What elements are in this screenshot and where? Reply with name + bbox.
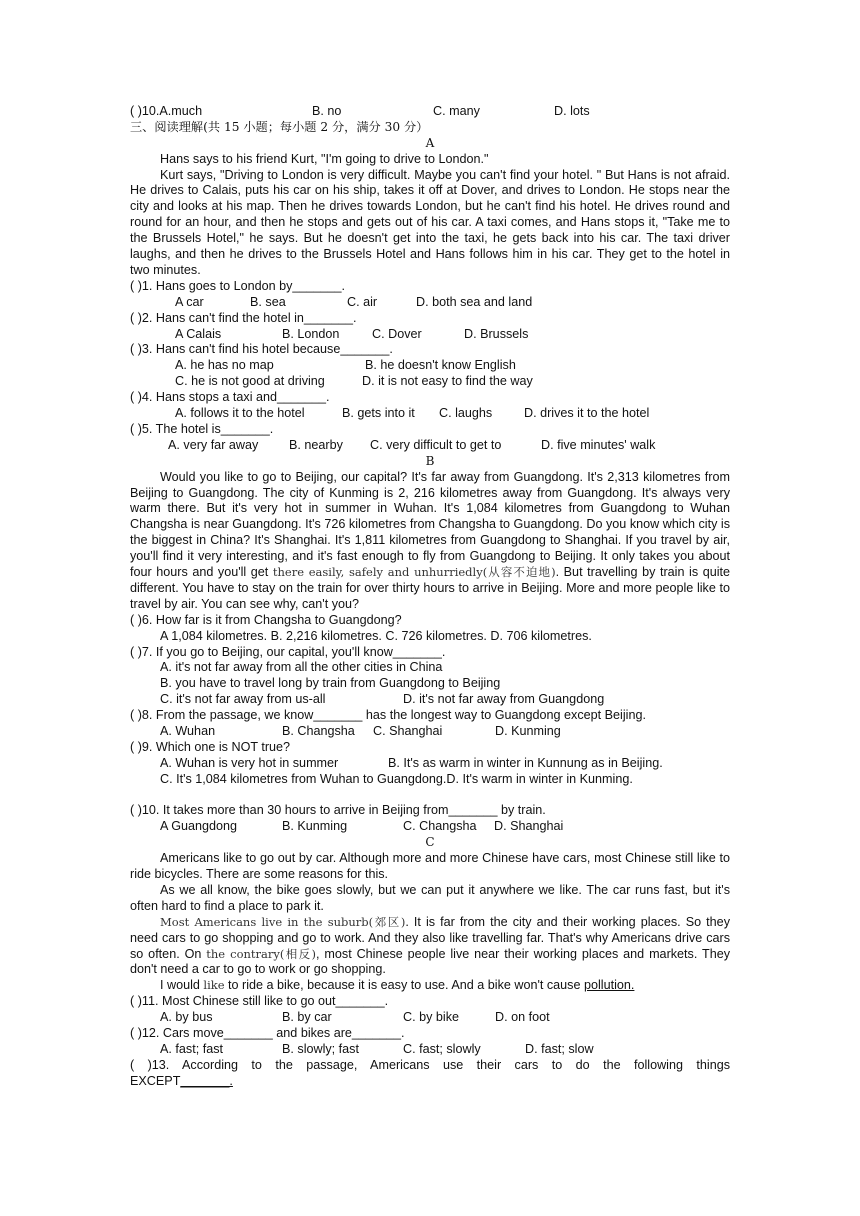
option-a: A. by bus [160,1010,213,1025]
option-a: A. follows it to the hotel [175,406,305,421]
q13-except: EXCEPT [130,1073,181,1088]
q13-blank: _______. [180,1073,233,1088]
q10-stem: ( )10. It takes more than 30 hours to arrive in Beijing from_______ by train. [130,803,546,818]
option-d: D. fast; slow [525,1041,594,1056]
passage-c-text-serif-2: the contrary(相反) [206,946,317,961]
q7-option-a: A. it's not far away from all the other cities in China [160,660,443,675]
q4-options [130,406,730,422]
q1-options [130,295,730,311]
q7-stem: ( )7. If you go to Beijing, our capital, you'll know_______. [130,644,446,659]
option-a: A Calais [175,326,222,341]
passage-c-text-2: , most Chinese people live near their working places and markets. They don't need a car to go to work or go shopping. [130,946,731,977]
q5-stem: ( )5. The hotel is_______. [130,421,274,436]
q12-options [130,1042,730,1058]
option-a: A. very far away [168,437,259,452]
option-a: A. Wuhan is very hot in summer [160,755,339,770]
q8-options [130,724,730,740]
option-b: B. It's as warm in winter in Kunnung as in Beijing. [388,755,663,770]
option-a: A. fast; fast [160,1041,223,1056]
passage-b-text-serif: there easily, safely and unhurriedly(从容不迫地) [272,565,556,580]
option-b: B. Changsha [282,723,355,738]
q7-options-cd [130,692,730,708]
option-c: C. it's not far away from us-all [160,692,326,707]
option-d: D. both sea and land [416,294,533,309]
option-c: C. air [347,294,378,309]
option-b: B. Kunming [282,819,348,834]
option-c: C. many [433,104,480,118]
question-10-stem: ( )10.A.much [130,104,203,118]
option-c: C. very difficult to get to [370,437,502,452]
option-d: D. on foot [495,1010,550,1025]
option-d: D. it is not easy to find the way [362,374,533,389]
option-c: C. Dover [372,326,422,341]
worksheet-page [130,104,730,1090]
q3-options-1 [130,358,730,374]
option-d: D. drives it to the hotel [524,406,650,421]
passage-c-text-serif: Most Americans live in the suburb(郊区) [160,914,406,929]
q1-stem: ( )1. Hans goes to London by_______. [130,278,345,293]
option-b: B. sea [250,294,286,309]
passage-c-p1: Americans like to go out by car. Although more and more Chinese have cars, most Chinese still like to ride bicycles. There are some reasons for this. [130,851,730,882]
spacer [130,788,730,804]
option-c: C. he is not good at driving [175,374,325,389]
q2-options [130,327,730,343]
option-b: B. nearby [289,437,343,452]
option-b: B. gets into it [342,406,415,421]
option-c: C. fast; slowly [403,1041,481,1056]
q6-options: A 1,084 kilometres. B. 2,216 kilometres. C. 726 kilometres. D. 706 kilometres. [160,628,592,643]
option-b: B. he doesn't know English [365,358,516,373]
passage-a-p1: Hans says to his friend Kurt, "I'm going to drive to London." [160,151,489,166]
passage-b-letter: B [425,453,435,468]
q7-option-b: B. you have to travel long by train from Guangdong to Beijing [160,676,501,691]
q3-stem: ( )3. Hans can't find his hotel because_______. [130,342,393,357]
option-b: B. by car [282,1010,332,1025]
option-d: D. Kunming [495,723,561,738]
option-c: C. laughs [439,406,493,421]
passage-c-p3 [130,915,730,979]
passage-c-letter: C [425,835,435,850]
q9-options-ab [130,756,730,772]
q4-stem: ( )4. Hans stops a taxi and_______. [130,390,330,405]
option-b: B. London [282,326,340,341]
option-c: C. Changsha [403,819,477,834]
passage-c-p2: As we all know, the bike goes slowly, but we can put it anywhere we like. The car runs fast, but it's often hard to find a place to park it. [130,882,730,913]
q13-continued [130,1074,730,1090]
q13-stem: ( )13. According to the passage, Americans use their cars to do the following things [130,1057,730,1072]
passage-a-letter: A [425,135,435,150]
q8-stem: ( )8. From the passage, we know_______ has the longest way to Guangdong except Beijing. [130,708,646,723]
passage-c-p4-serif: like [203,978,225,993]
option-c: C. by bike [403,1010,459,1025]
passage-c-p4-text-1: I would [160,978,204,993]
option-d: D. it's not far away from Guangdong [403,692,605,707]
q9-stem: ( )9. Which one is NOT true? [130,739,291,754]
option-a: A car [175,294,204,309]
q11-options [130,1010,730,1026]
passage-a-p2: Kurt says, "Driving to London is very difficult. Maybe you can't find your hotel. " But Hans is not afraid. He drives to Calais, puts his car on his ship, takes it off at Dover, and drives to London. He stops near the city and looks at his map. Then he drives towards London, but he can't find his hotel. He drives round and round for an hour, and then he stops and gets out of his car. A taxi comes, and Hans stops it, "Take me to the Brussels Hotel," he says. But he doesn't get into the taxi, he gets back into his car. The taxi driver laughs, and then he drives to the Brussels Hotel and Hans follows him in his car. They get to the hotel in two minutes. [130,167,730,277]
q5-options [130,438,730,454]
q2-stem: ( )2. Hans can't find the hotel in_______. [130,310,357,325]
option-b: B. slowly; fast [282,1041,359,1056]
question-10-prev [130,104,730,120]
passage-b-text-2: . But travelling by train is quite different. You have to stay on the train for over thirty hours to arrive in Beijing. More and more people like to travel by air. You can see why, can't you? [130,565,730,611]
option-a: A Guangdong [160,819,238,834]
passage-b-text-1: Would you like to go to Beijing, our capital? It's far away from Guangdong. It's 2,313 kilometres from Beijing to Guangdong. The city of Kunming is 2, 216 kilometres away from Guangdong. It's always very warm there. But it's very hot in summer in Wuhan. It's 1,084 kilometres from Guangdong to Wuhan Changsha is near Guangdong. It's 726 kilometres from Changsha to Guangdong. Do you know which city is the biggest in China? It's Shanghai. It's 1,811 kilometres from Guangdong to Shanghai. If you travel by air, you'll find it very interesting, and it's fast enough to fly from Guangdong to Beijing. It only takes you about four hours and you'll get [130,469,730,580]
option-c: C. Shanghai [373,723,443,738]
q12-stem: ( )12. Cars move_______ and bikes are_______. [130,1026,405,1041]
q3-options-2 [130,374,730,390]
q10-options [130,819,730,835]
q6-stem: ( )6. How far is it from Changsha to Guangdong? [130,612,402,627]
q11-stem: ( )11. Most Chinese still like to go out_______. [130,994,389,1009]
option-d: D. Brussels [464,326,529,341]
option-d: D. five minutes' walk [541,437,656,452]
section-title: 三、阅读理解(共 15 小题；每小题 2 分，满分 30 分） [130,119,429,134]
passage-c-p4-text-2: to ride a bike, because it is easy to use. And a bike won't cause [224,978,584,993]
option-b: B. no [312,104,342,118]
passage-c-text-1: . It is far from the city and their working places. So they need cars to go shopping and go to work. And they also like travelling far. That's why Americans drive cars so often. On [130,914,730,961]
passage-b-p1 [130,470,730,613]
q9-options-cd: C. It's 1,084 kilometres from Wuhan to Guangdong.D. It's warm in winter in Kunming. [160,771,633,786]
option-a: A. Wuhan [160,723,216,738]
passage-c-p4-underlined: pollution. [584,978,635,993]
option-d: D. lots [554,104,590,118]
option-d: D. Shanghai [494,819,564,834]
passage-c-p4 [130,978,730,994]
option-a: A. he has no map [175,358,274,373]
